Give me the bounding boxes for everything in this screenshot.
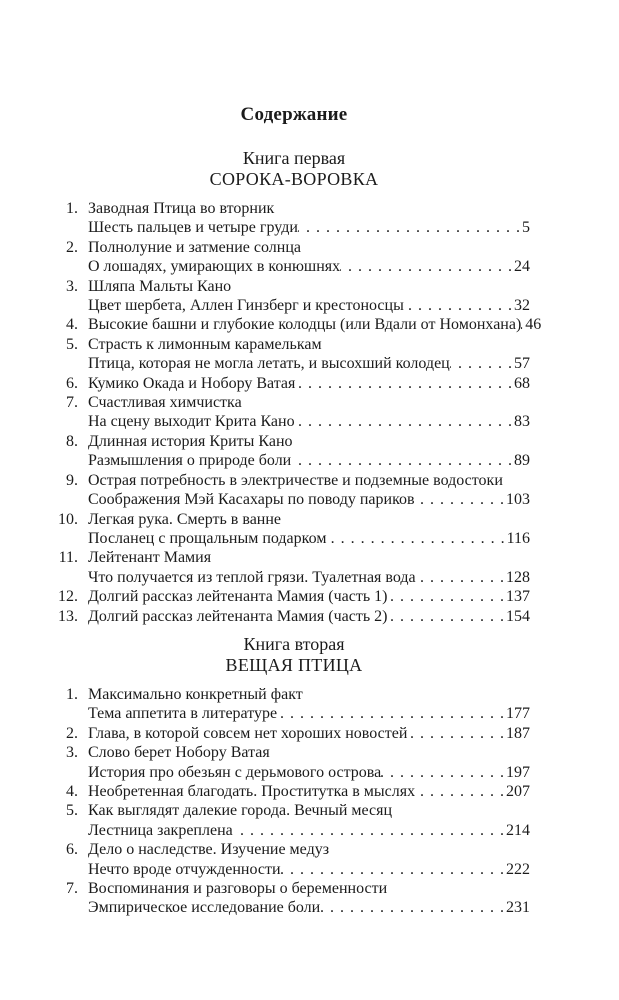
chapter-row	[58, 801, 530, 820]
dot-leader	[404, 296, 514, 315]
chapter-number: 6.	[66, 841, 78, 859]
chapter-number: 5.	[66, 335, 78, 353]
book-subheading: ВЕЩАЯ ПТИЦА	[225, 654, 363, 675]
chapter-subtitle: Размышления о природе боли	[88, 452, 292, 470]
page-number: 32	[514, 297, 530, 315]
chapter-row	[58, 471, 530, 490]
chapter-list	[58, 685, 530, 918]
chapter-subtitle: Тема аппетита в литературе	[88, 705, 278, 723]
chapter-row	[58, 587, 530, 606]
chapter-number: 2.	[66, 724, 78, 742]
dot-leader	[416, 568, 506, 587]
chapter-row	[58, 238, 530, 257]
page-number: 103	[506, 491, 530, 509]
chapter-title: Счастливая химчистка	[88, 394, 242, 412]
book-section-2	[58, 634, 530, 918]
chapter-number: 9.	[66, 471, 78, 489]
dot-leader	[340, 257, 514, 276]
chapter-title: Глава, в которой совсем нет хороших новостей	[88, 724, 408, 742]
chapter-subtitle: История про обезьян с дерьмового острова	[88, 763, 382, 781]
book-heading: Книга первая	[242, 148, 346, 168]
chapter-number: 5.	[66, 802, 78, 820]
chapter-title: Необретенная благодать. Проститутка в мыслях	[88, 782, 416, 800]
dot-leader	[407, 724, 506, 743]
chapter-title: Максимально конкретный факт	[88, 685, 303, 703]
chapter-subtitle-row	[58, 257, 530, 276]
book-heading: Книга вторая	[243, 633, 345, 654]
chapter-title: Как выглядят далекие города. Вечный месяц	[88, 802, 393, 820]
chapter-subtitle-row	[58, 763, 530, 782]
page-number: 68	[514, 374, 530, 392]
chapter-number: 8.	[66, 432, 78, 450]
chapter-subtitle-row	[58, 354, 530, 373]
page-number: 137	[506, 588, 530, 606]
chapter-number: 3.	[66, 277, 78, 295]
chapter-subtitle: Посланец с прощальным подарком	[88, 529, 327, 547]
chapter-subtitle-row	[58, 451, 530, 470]
chapter-subtitle: На сцену выходит Крита Кано	[88, 413, 295, 431]
chapter-title: Высокие башни и глубокие колодцы (или Вдали от Номонхана)	[88, 316, 522, 334]
book-section-1	[58, 148, 542, 626]
chapter-row	[58, 432, 530, 451]
dot-leader	[295, 374, 514, 393]
chapter-title: Долгий рассказ лейтенанта Мамия (часть 1)	[88, 588, 388, 606]
book-subheading: СОРОКА-ВОРОВКА	[209, 169, 379, 189]
page-number: 128	[506, 568, 530, 586]
chapter-subtitle-row	[58, 568, 530, 587]
dot-leader	[326, 529, 506, 548]
page-number: 46	[525, 316, 542, 334]
dot-leader	[295, 412, 514, 431]
page-number: 89	[514, 452, 530, 470]
chapter-subtitle: Шесть пальцев и четыре груди	[88, 219, 298, 237]
chapter-subtitle-row	[58, 898, 530, 917]
chapter-row	[58, 840, 530, 859]
page-number: 24	[514, 258, 530, 276]
chapter-row	[58, 548, 530, 567]
chapter-row	[58, 335, 530, 354]
chapter-list	[58, 199, 542, 626]
chapter-number: 6.	[66, 374, 78, 392]
page-number: 231	[506, 899, 530, 917]
books-container	[58, 148, 542, 918]
dot-leader	[387, 587, 506, 606]
chapter-row	[58, 315, 542, 334]
chapter-subtitle-row	[58, 704, 530, 723]
dot-leader	[298, 218, 522, 237]
page-number: 83	[514, 413, 530, 431]
page-title: Содержание	[240, 104, 348, 125]
page-number: 5	[522, 219, 530, 237]
chapter-row	[58, 393, 530, 412]
dot-leader	[415, 782, 506, 801]
chapter-title: Долгий рассказ лейтенанта Мамия (часть 2)	[88, 607, 388, 625]
dot-leader	[387, 607, 506, 626]
chapter-title: Дело о наследстве. Изучение медуз	[88, 841, 330, 859]
chapter-title: Заводная Птица во вторник	[88, 200, 275, 217]
chapter-number: 4.	[66, 316, 78, 334]
chapter-row	[58, 374, 530, 393]
page-number: 154	[506, 607, 530, 625]
page-number: 177	[506, 705, 530, 723]
chapter-subtitle-row	[58, 296, 530, 315]
chapter-subtitle: Лестница закреплена	[88, 821, 233, 839]
chapter-row	[58, 879, 530, 898]
chapter-subtitle: Что получается из теплой грязи. Туалетная вода	[88, 568, 416, 586]
chapter-number: 4.	[66, 782, 78, 800]
chapter-subtitle-row	[58, 412, 530, 431]
chapter-subtitle-row	[58, 821, 530, 840]
chapter-row	[58, 743, 530, 762]
chapter-number: 3.	[66, 744, 78, 762]
chapter-row	[58, 782, 530, 801]
page-number: 57	[514, 355, 530, 373]
chapter-number: 11.	[58, 549, 78, 567]
chapter-number: 10.	[58, 510, 78, 528]
page-number: 222	[506, 860, 530, 878]
chapter-title: Полнолуние и затмение солнца	[88, 238, 302, 256]
page-number: 187	[506, 724, 530, 742]
chapter-subtitle-row	[58, 490, 530, 509]
chapter-title: Легкая рука. Смерть в ванне	[88, 510, 282, 528]
chapter-title: Длинная история Криты Кано	[88, 432, 293, 450]
page-number: 214	[506, 821, 530, 839]
chapter-subtitle: Соображения Мэй Касахары по поводу париков	[88, 491, 415, 509]
chapter-row	[58, 607, 530, 626]
chapter-subtitle-row	[58, 860, 530, 879]
chapter-title: Страсть к лимонным карамелькам	[88, 335, 322, 353]
toc-content	[58, 0, 542, 918]
dot-leader	[320, 898, 506, 917]
chapter-subtitle-row	[58, 218, 530, 237]
page-number: 116	[506, 529, 530, 547]
chapter-subtitle-row	[58, 529, 530, 548]
chapter-number: 2.	[66, 238, 78, 256]
chapter-subtitle: Эмпирическое исследование боли	[88, 899, 321, 917]
dot-leader	[233, 821, 506, 840]
chapter-title: Кумико Окада и Нобору Ватая	[88, 374, 296, 392]
chapter-row	[58, 510, 530, 529]
chapter-title: Воспоминания и разговоры о беременности	[88, 880, 388, 897]
chapter-title: Острая потребность в электричестве и подземные водостоки	[88, 471, 503, 489]
chapter-subtitle: Нечто вроде отчужденности	[88, 860, 281, 878]
chapter-title: Лейтенант Мамия	[88, 549, 212, 567]
chapter-row	[58, 277, 530, 296]
chapter-row	[58, 199, 530, 218]
chapter-subtitle: О лошадях, умирающих в конюшнях	[88, 258, 341, 276]
dot-leader	[291, 451, 514, 470]
chapter-number: 7.	[66, 880, 78, 897]
chapter-row	[58, 724, 530, 743]
dot-leader	[381, 763, 506, 782]
chapter-subtitle: Цвет шербета, Аллен Гинзберг и крестоносцы	[88, 297, 404, 315]
chapter-number: 1.	[66, 685, 78, 703]
dot-leader	[450, 354, 514, 373]
page-number: 197	[506, 763, 530, 781]
chapter-number: 7.	[66, 394, 78, 412]
chapter-number: 12.	[58, 588, 78, 606]
dot-leader	[281, 860, 506, 879]
page-number: 207	[506, 782, 530, 800]
dot-leader	[277, 704, 506, 723]
chapter-title: Шляпа Мальты Кано	[88, 277, 232, 295]
chapter-number: 13.	[58, 607, 78, 625]
chapter-number: 1.	[66, 200, 78, 217]
chapter-title: Слово берет Нобору Ватая	[88, 744, 270, 762]
chapter-row	[58, 685, 530, 704]
chapter-subtitle: Птица, которая не могла летать, и высохший колодец	[88, 355, 450, 373]
dot-leader	[415, 490, 506, 509]
